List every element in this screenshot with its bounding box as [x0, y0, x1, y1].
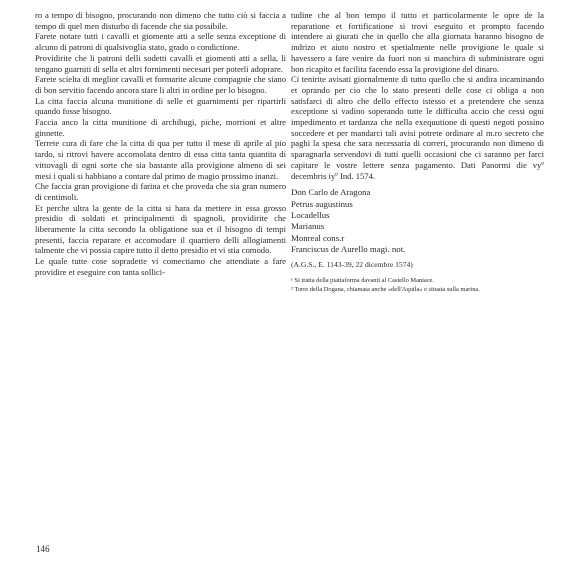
- signature-block: [291, 187, 544, 255]
- paragraph: Providirite che li patroni delli sodetti cavalli et giomenti atti a sella, li tengano guarniti di sella et altri fornimenti necesari per poterli adoprare.: [35, 52, 286, 74]
- paragraph: Farete notare tutti i cavalli et giomente atti a selle senza exceptione di alcuno di patroni di qualsivoglia stato, grado o condictione.: [35, 31, 286, 53]
- paragraph: Et perche ultra la gente de la citta si hara da mettere in essa grosso presidio di soldati et principalmenti di spagnoli, providirite che liberamente la citta secondo la obligatione sua et il bisogno di tempi presenti, faccia reparare et accomodare il quartiero delli allogiamenti talmente che vi possia capire tutto il detto presidio et vi stia comodo.: [35, 202, 286, 256]
- signatory-name: Marianus: [291, 221, 325, 232]
- footnote: ² Torre della Dogana, chiamata anche «dell'Aquila» e situata sulla marina.: [291, 285, 480, 293]
- paragraph: La citta faccia alcuna munitione di selle et guarnimenti per ripartirli quando fosse bisogno.: [35, 95, 286, 117]
- right-text-column: [291, 10, 544, 295]
- signatory-name: Franciscus de Aurello magi. not.: [291, 244, 406, 255]
- signatory-name: Don Carlo de Aragona: [291, 187, 371, 198]
- paragraph: Farete scielta di meglior cavalli et formarite alcune compagnie che siano di bon servitio facendo ancora stare li altri in ordine per lo bisogno.: [35, 74, 286, 95]
- paragraph: Che faccia gran provigione di farina et che proveda che sia gran numero di centimoli.: [35, 181, 286, 202]
- paragraph: Ci tenirite avisati giornalmente di tutto quello che si andira incaminando et oprando per cio che lo stato presenti delle cose ci obliga a non satisfarci di altro che dello effecto istesso et a pretendere che senza exceptione si vadino soperando tutte le difficulta accio che cessi ogni impedimento et tardanza che nella exequutione di questi negoti possino soccedere et per mandarci tali avisi potrete ordinare al m.ro secreto che paghi la spesa che sara necessaria di correri, procurando non dimeno di sparagnarla servendovi di tutti quelli occasioni che ci saranno per farci capitare le vostre lettere senza pagamento. Dati Panormi die vyº decembris iyº Ind. 1574.: [291, 74, 544, 181]
- paragraph: Faccia anco la citta munitione di archibugi, piche, morrioni et altre ginnette.: [35, 117, 286, 138]
- signatory-name: Monreal cons.r: [291, 232, 345, 243]
- signatory-name: Petrus augustinus: [291, 198, 353, 209]
- footnotes: [291, 277, 544, 294]
- paragraph: Terrete cura di fare che la citta di qua per tutto il mese di aprile al pio tardo, si ritrovi havere accomolata dentro di essa citta tanta quantita di vittovagli di ogni sorte che sia bastante alla provigione almeno di sei mesi i quali si habbiano a contare dal primo de magio prossimo inanzi.: [35, 138, 286, 181]
- paragraph: Le quale tutte cose sopradette vi comectiamo che attendiate a fare providire et eseguire con tanta sollici-: [35, 256, 286, 277]
- page-number: 146: [36, 544, 50, 554]
- footnote: ¹ Si tratta della piattaforma davanti al Castello Maniace.: [291, 276, 434, 284]
- signatory-name: Locadellus: [291, 210, 330, 221]
- paragraph: ro a tempo di bisogno, procurando non dimeno che tutto ciò si faccia a tempo di quel men disturbo di facende che sia possibile.: [35, 10, 286, 31]
- paragraph: tudine che al bon tempo il tutto et particolarmente le opre de la reparatione et fortificatione si trovi eseguito et prompto facendo intendere ai giurati che in quello che alla giornata haranno bisogno de indrizo et aiuto nostro et spetialmente nelle provigione le quale si havessero a fare venire da fuori non si manchira di subministrare ogni bon ricapito et facilita facendo essa la provigione del dinaro.: [291, 10, 544, 74]
- archive-reference: (A.G.S., E. 1143-39, 22 dicembre 1574): [291, 259, 413, 269]
- left-text-column: [35, 10, 286, 278]
